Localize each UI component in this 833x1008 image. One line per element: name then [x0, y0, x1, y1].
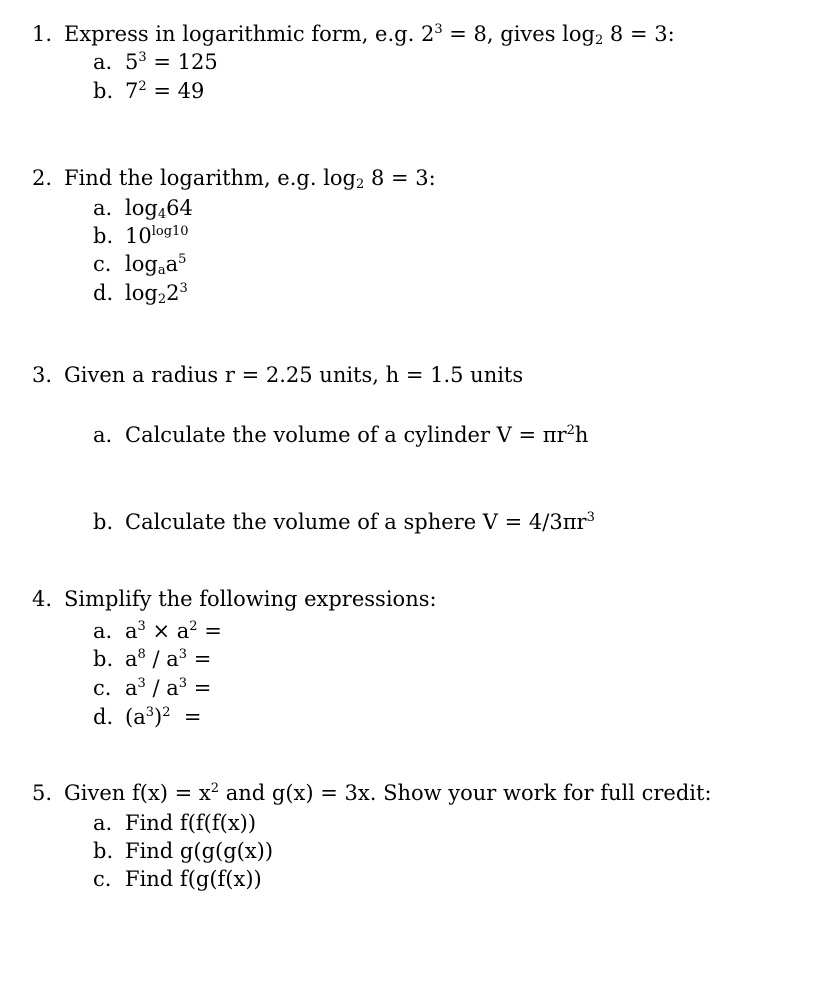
question-number: 1. [32, 22, 53, 46]
superscript: 2 [162, 705, 171, 720]
base: 7 [125, 79, 139, 103]
item-text: a [165, 252, 179, 276]
item-text: log [125, 196, 158, 220]
superscript: 3 [145, 705, 154, 720]
question-text: Express in logarithmic form, e.g. 2 [64, 22, 435, 46]
item-letter: c. [93, 252, 112, 276]
item-5a [93, 811, 256, 835]
item-text: = [187, 647, 212, 671]
item-letter: b. [93, 224, 114, 248]
item-letter: d. [93, 281, 114, 305]
item-text: a [125, 676, 138, 700]
superscript: 2 [210, 781, 220, 796]
superscript: 3 [434, 22, 443, 37]
item-letter: a. [93, 619, 113, 643]
question-text: Find the logarithm, e.g. log [64, 166, 357, 190]
subscript: a [157, 263, 166, 278]
item-text: Find f(f(f(x)) [125, 811, 257, 835]
question-number: 2. [32, 166, 53, 190]
item-letter: c. [93, 867, 112, 891]
item-2b [93, 224, 189, 248]
question-5 [32, 781, 712, 805]
item-text: = [197, 619, 222, 643]
item-1b [93, 79, 204, 103]
superscript: 5 [178, 252, 187, 267]
item-letter: c. [93, 676, 112, 700]
item-letter: a. [93, 50, 113, 74]
item-letter: b. [93, 510, 114, 534]
item-text: 64 [166, 196, 193, 220]
item-2d [93, 281, 188, 305]
item-text: a [125, 647, 138, 671]
item-text: a [125, 619, 138, 643]
item-4c [93, 676, 211, 700]
item-text: × a [145, 619, 190, 643]
question-text: Given f(x) = x [64, 781, 211, 805]
superscript: 8 [137, 647, 146, 662]
item-text: (a [125, 705, 146, 729]
item-text: log [125, 252, 158, 276]
item-text: / a [145, 647, 179, 671]
superscript: 2 [566, 423, 575, 438]
item-letter: b. [93, 79, 114, 103]
item-text: Find f(g(f(x)) [125, 867, 262, 891]
question-1 [32, 22, 675, 46]
superscript: 3 [178, 647, 188, 662]
item-4b [93, 647, 211, 671]
item-letter: d. [93, 705, 114, 729]
item-5b [93, 839, 273, 863]
item-text: = 49 [146, 79, 205, 103]
item-text: = 125 [146, 50, 218, 74]
subscript: 2 [157, 292, 167, 307]
superscript: 3 [137, 619, 146, 634]
question-text: and g(x) = 3x. Show your work for full credit: [219, 781, 712, 805]
superscript: 3 [179, 281, 188, 296]
item-text: Calculate the volume of a sphere V = 4/3πr [125, 510, 587, 534]
item-4d [93, 705, 201, 729]
item-letter: a. [93, 811, 113, 835]
superscript: 2 [138, 79, 147, 94]
item-2c [93, 252, 186, 276]
base: 5 [125, 50, 139, 74]
superscript: 3 [586, 510, 595, 525]
subscript: 2 [356, 177, 365, 192]
item-text: = [187, 676, 212, 700]
item-text: = [170, 705, 202, 729]
question-text: 8 = 3: [603, 22, 675, 46]
item-text: 10 [125, 224, 152, 248]
item-3a [93, 423, 588, 447]
question-text: Given a radius r = 2.25 units, h = 1.5 units [64, 363, 524, 387]
question-text: Simplify the following expressions: [64, 587, 437, 611]
item-4a [93, 619, 222, 643]
question-text: = 8, gives log [442, 22, 595, 46]
question-number: 3. [32, 363, 53, 387]
superscript: 3 [138, 50, 147, 65]
question-3 [32, 363, 523, 387]
item-letter: a. [93, 196, 113, 220]
question-4 [32, 587, 437, 611]
item-2a [93, 196, 193, 220]
item-1a [93, 50, 218, 74]
subscript: 4 [157, 207, 167, 222]
item-text: / a [145, 676, 179, 700]
question-number: 4. [32, 587, 53, 611]
item-letter: a. [93, 423, 113, 447]
item-letter: b. [93, 839, 114, 863]
item-5c [93, 867, 262, 891]
question-2 [32, 166, 436, 190]
question-text: 8 = 3: [364, 166, 436, 190]
item-text: Calculate the volume of a cylinder V = πr [125, 423, 567, 447]
item-3b [93, 510, 595, 534]
question-number: 5. [32, 781, 53, 805]
item-letter: b. [93, 647, 114, 671]
superscript: 2 [189, 619, 198, 634]
item-text: 2 [166, 281, 180, 305]
superscript: 3 [137, 676, 146, 691]
item-text: log [125, 281, 158, 305]
item-text: Find g(g(g(x)) [125, 839, 274, 863]
superscript: log10 [151, 224, 189, 239]
subscript: 2 [594, 33, 604, 48]
item-text: h [574, 423, 589, 447]
item-text: ) [154, 705, 163, 729]
superscript: 3 [178, 676, 188, 691]
